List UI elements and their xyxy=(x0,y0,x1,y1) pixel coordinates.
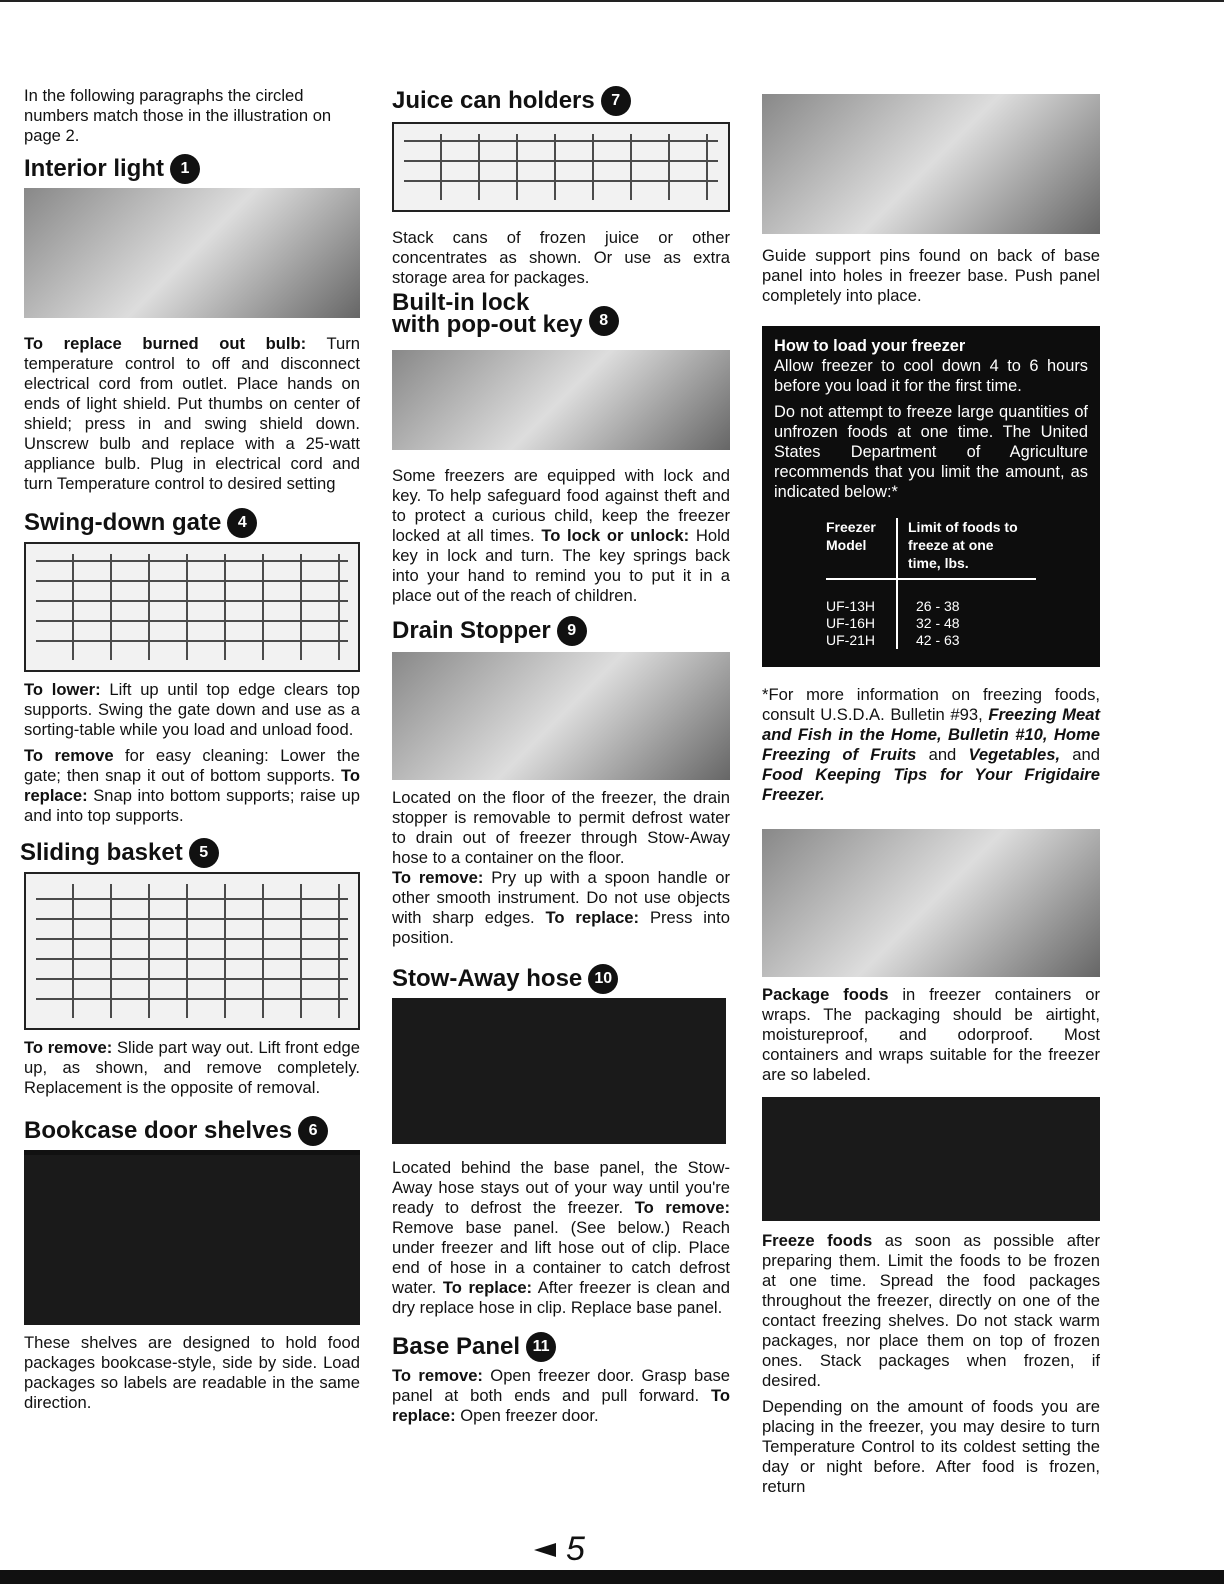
freeze-photo xyxy=(762,1097,1100,1221)
base-heading: Base Panel 11 xyxy=(392,1332,730,1362)
callout-number: 9 xyxy=(557,616,587,646)
bookcase-photo xyxy=(24,1150,360,1325)
arrow-icon xyxy=(534,1543,556,1557)
intro-text: In the following paragraphs the circled numbers match those in the illustration on page 2. xyxy=(24,86,332,145)
interior-light-photo xyxy=(24,188,360,318)
juice-text: Stack cans of frozen juice or other concentrates as shown. Or use as extra storage area for packages. xyxy=(392,228,730,287)
swing-gate-lower-text: To lower: Lift up until top edge clears top supports. Swing the gate down and use as a sorting-table while you load and unload food. xyxy=(24,680,360,739)
callout-number: 8 xyxy=(589,306,619,336)
bookcase-heading: Bookcase door shelves 6 xyxy=(24,1116,360,1146)
base-text: To remove: Open freezer door. Grasp base panel at both ends and pull forward. To replace: Open freezer door. xyxy=(392,1366,730,1425)
box-title: How to load your freezer xyxy=(774,337,966,355)
bookcase-text: These shelves are designed to hold food packages bookcase-style, side by side. Load packages so labels are readable in the same direction. xyxy=(24,1333,360,1412)
bottom-rule xyxy=(0,1570,1224,1584)
callout-number: 10 xyxy=(588,964,618,994)
interior-light-text: To replace burned out bulb: Turn temperature control to off and disconnect electrical cord from outlet. Place hands on ends of light shield. Put thumbs on center of shield; press in and swing shield down. Unscrew bulb and replace with a 25-watt appliance bulb. Plug in electrical cord and turn Temperature control to desired setting xyxy=(24,334,360,493)
hose-photo xyxy=(392,998,726,1144)
depending-text: Depending on the amount of foods you are placing in the freezer, you may desire to turn Temperature Control to its coldest setting the day or night before. After food is frozen, return xyxy=(762,1397,1100,1496)
callout-number: 7 xyxy=(601,86,631,116)
column-1 xyxy=(20,86,360,1415)
top-rule xyxy=(0,0,1224,2)
callout-number: 1 xyxy=(170,154,200,184)
load-freezer-box xyxy=(762,326,1100,667)
table-row: UF-16H 32 - 48 xyxy=(826,615,1036,632)
juice-heading: Juice can holders 7 xyxy=(392,86,730,116)
table-row: UF-13H 26 - 38 xyxy=(826,579,1036,615)
drain-text: Located on the floor of the freezer, the drain stopper is removable to permit defrost water to drain out of freezer through Stow-Away hose to a container on the floor. To remove: Pry up with a spoon handle or other smooth instrument. Do not use objects with sharp edges. To replace: Press into position. xyxy=(392,788,730,947)
usda-note: *For more information on freezing foods, consult U.S.D.A. Bulletin #93, Freezing Meat and Fish in the Home, Bulletin #10, Home Freezing of Fruits and Vegetables, and Food Keeping Tips for Your Frigidaire Freezer. xyxy=(762,685,1100,804)
package-photo xyxy=(762,829,1100,977)
base-panel-photo xyxy=(762,94,1100,234)
interior-light-heading: Interior light 1 xyxy=(24,154,360,184)
callout-number: 11 xyxy=(526,1332,556,1362)
lock-heading: Built-in lock with pop-out key 8 xyxy=(392,292,730,336)
drain-photo xyxy=(392,652,730,780)
swing-gate-remove-text: To remove for easy cleaning: Lower the gate; then snap it out of bottom supports. To replace: Snap into bottom supports; raise up and into top supports. xyxy=(24,746,360,825)
table-header-limit: Limit of foods to freeze at one time, lbs. xyxy=(897,518,1036,579)
hose-heading: Stow-Away hose 10 xyxy=(392,964,730,994)
lock-text: Some freezers are equipped with lock and key. To help safeguard food against theft and to protect a curious child, keep the freezer locked at all times. To lock or unlock: Hold key in lock and turn. The key springs back into your hand to remind you to put it in a place out of the reach of children. xyxy=(392,466,730,605)
drain-heading: Drain Stopper 9 xyxy=(392,616,730,646)
page-number: 5 xyxy=(534,1530,585,1569)
sliding-basket-text: To remove: Slide part way out. Lift front edge up, as shown, and remove completely. Replacement is the opposite of removal. xyxy=(24,1038,360,1097)
package-text: Package foods in freezer containers or wraps. The packaging should be airtight, moistureproof, and odorproof. Most containers and wraps suitable for the freezer are so labeled. xyxy=(762,985,1100,1084)
box-p1: Allow freezer to cool down 4 to 6 hours before you load it for the first time. xyxy=(774,357,1088,395)
sliding-basket-photo xyxy=(24,872,360,1030)
column-3 xyxy=(762,86,1100,1499)
box-p2: Do not attempt to freeze large quantities of unfrozen foods at one time. The United States Department of Agriculture recommends that you limit the amount, as indicated below:* xyxy=(774,403,1088,501)
sliding-basket-heading: Sliding basket 5 xyxy=(20,838,360,868)
table-row: UF-21H 42 - 63 xyxy=(826,632,1036,649)
freeze-limit-table xyxy=(826,518,1036,649)
lock-photo xyxy=(392,350,730,450)
table-header-model: Freezer Model xyxy=(826,518,897,579)
juice-photo xyxy=(392,122,730,212)
swing-gate-photo xyxy=(24,542,360,672)
swing-gate-heading: Swing-down gate 4 xyxy=(24,508,360,538)
callout-number: 6 xyxy=(298,1116,328,1146)
freeze-text: Freeze foods as soon as possible after preparing them. Limit the foods to be frozen at one time. Spread the food packages throughout the freezer, directly on one of the contact freezing shelves. Do not stack warm packages, nor place them on top of frozen ones. Stack packages when frozen, if desired. xyxy=(762,1231,1100,1390)
callout-number: 5 xyxy=(189,838,219,868)
hose-text: Located behind the base panel, the Stow-Away hose stays out of your way until you're ready to defrost the freezer. To remove: Remove base panel. (See below.) Reach under freezer and lift hose out of clip. Place end of hose in a container to catch defrost water. To replace: After freezer is clean and dry replace hose in clip. Replace base panel. xyxy=(392,1158,730,1317)
callout-number: 4 xyxy=(227,508,257,538)
guide-text: Guide support pins found on back of base panel into holes in freezer base. Push panel completely into place. xyxy=(762,246,1100,305)
column-2 xyxy=(392,86,730,1428)
